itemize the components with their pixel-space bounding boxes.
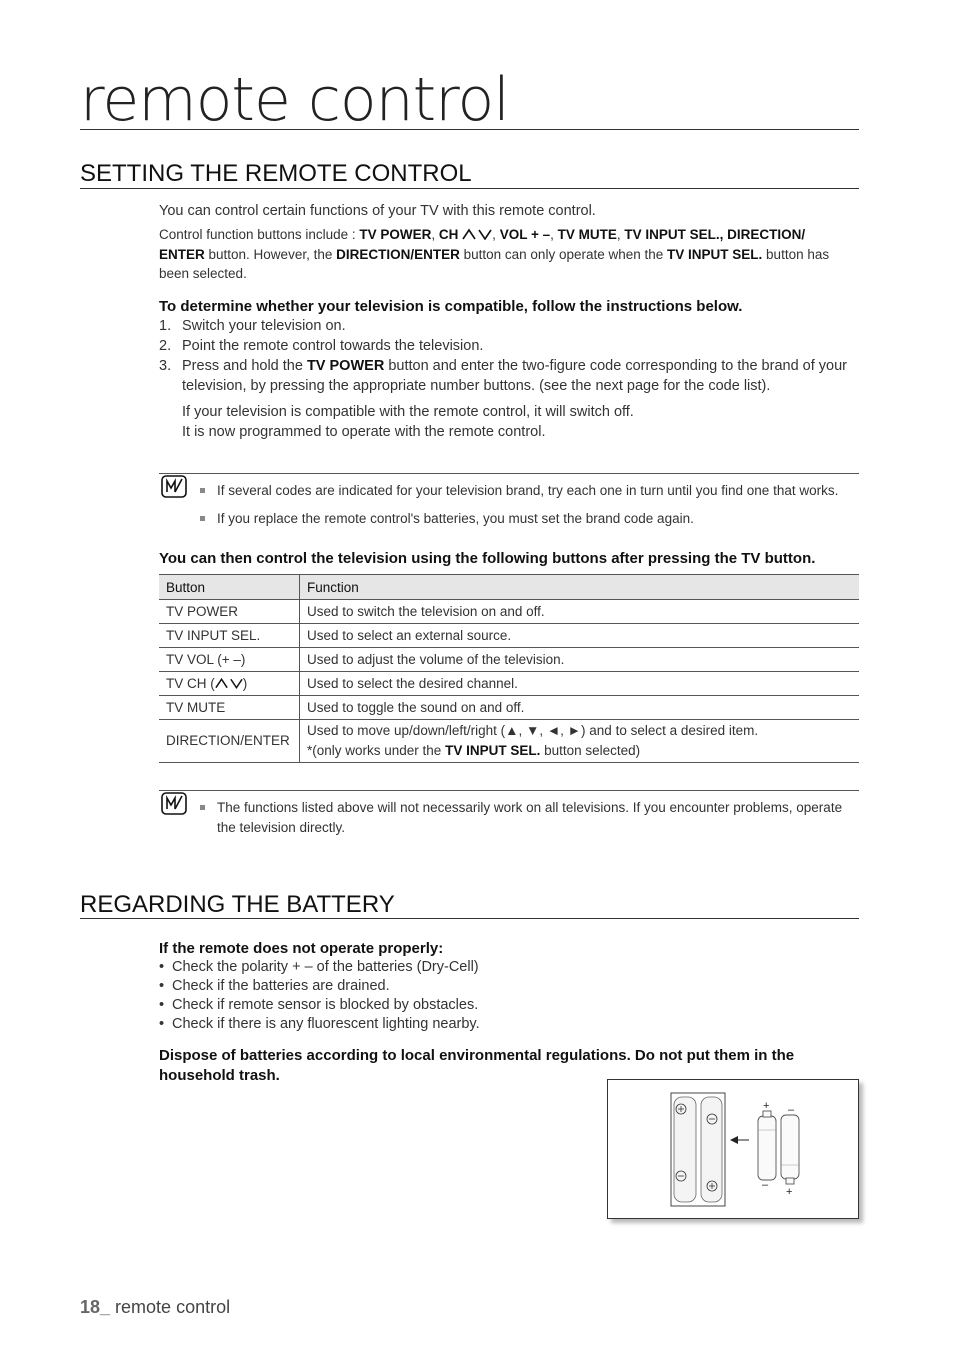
table-cell-button: DIRECTION/ENTER — [159, 720, 300, 763]
dir-note-pre: *(only works under the — [307, 743, 446, 758]
table-cell-button — [159, 672, 300, 696]
list-item: • Check if remote sensor is blocked by obstacles. — [159, 996, 859, 1015]
table-cell-function: Used to switch the television on and off. — [300, 600, 860, 624]
step-item — [159, 356, 859, 396]
table-cell-button: TV POWER — [159, 600, 300, 624]
note-item — [200, 509, 850, 529]
ch-cell-prefix: TV CH ( — [166, 676, 215, 691]
function-table — [159, 574, 859, 763]
include-mid2: button can only operate when the — [459, 246, 668, 262]
step-item — [159, 316, 859, 336]
table-cell-function: Used to toggle the sound on and off. — [300, 696, 860, 720]
include-enter: ENTER — [159, 246, 205, 262]
table-cell-button: TV INPUT SEL. — [159, 624, 300, 648]
page-title: remote control — [80, 65, 509, 135]
control-buttons-paragraph: Control function buttons include : TV POWER, CH , VOL + –, TV MUTE, TV INPUT SEL., DIRECTION/ ENTER button. However, the DIRECTION/ENTER button can only operate when the TV INPUT SEL. button has been selected. — [159, 227, 830, 281]
compatible-line-2: It is now programmed to operate with the remote control. — [182, 424, 546, 440]
note-item — [200, 481, 850, 501]
note-icon — [161, 792, 187, 816]
include-end: button has — [762, 246, 830, 262]
note-item — [200, 798, 850, 838]
include-ch: CH — [438, 227, 459, 242]
note-text: The functions listed above will not necessarily work on all televisions. If you encounter problems, operate the television directly. — [217, 800, 843, 835]
table-row — [159, 648, 859, 672]
section-divider — [80, 188, 859, 189]
include-mute: TV MUTE — [557, 227, 617, 242]
steps-list — [159, 316, 859, 396]
table-row — [159, 720, 859, 763]
table-cell-function: Used to select an external source. — [300, 624, 860, 648]
then-control-heading: You can then control the television using the following buttons after pressing the TV button. — [159, 550, 816, 567]
section-heading-battery: REGARDING THE BATTERY — [80, 891, 395, 918]
ch-up-down-icon — [215, 677, 243, 689]
note-text: If you replace the remote control's batteries, you must set the brand code again. — [217, 511, 694, 526]
include-dir-enter: DIRECTION/ENTER — [336, 246, 460, 262]
section-divider — [80, 918, 859, 919]
ch-cell-suffix: ) — [242, 676, 248, 691]
ch-up-down-icon — [462, 228, 492, 240]
table-header-button: Button — [159, 575, 300, 600]
list-item: • Check if the batteries are drained. — [159, 977, 859, 996]
compatible-note — [182, 402, 859, 442]
bullet-square-icon — [200, 805, 205, 810]
battery-illustration — [607, 1079, 859, 1219]
not-operate-heading: If the remote does not operate properly: — [159, 940, 444, 957]
page-footer — [80, 1297, 230, 1318]
intro-text: You can control certain functions of your TV with this remote control. — [159, 203, 596, 219]
determine-heading: To determine whether your television is compatible, follow the instructions below. — [159, 298, 743, 315]
step-text: button and enter the two-figure code corresponding to the brand of your television, by pressing the appropriate number buttons. (see the next page for the code list). — [182, 358, 847, 394]
list-item: • Check the polarity + – of the batteries (Dry-Cell) — [159, 958, 859, 977]
table-cell-button: TV VOL (+ –) — [159, 648, 300, 672]
include-prefix: Control function buttons include : — [159, 227, 360, 242]
step-item — [159, 336, 859, 356]
battery-plus-label: + — [786, 1186, 793, 1198]
battery-minus-label: – — [762, 1179, 769, 1191]
note-divider — [159, 473, 859, 474]
step-number: 2. — [159, 338, 172, 354]
dispose-line-2: household trash. — [159, 1067, 280, 1084]
table-header-function: Function — [300, 575, 860, 600]
section-heading-setting: SETTING THE REMOTE CONTROL — [80, 160, 472, 187]
direction-function-text: Used to move up/down/left/right (▲, ▼, ◄, ►) and to select a desired item. — [307, 723, 759, 738]
include-input-dir: TV INPUT SEL., DIRECTION/ — [624, 227, 806, 242]
include-end2: been selected. — [159, 266, 247, 281]
step-text: Press and hold the — [182, 358, 307, 374]
battery-compartment-diagram — [608, 1080, 858, 1218]
table-row — [159, 696, 859, 720]
table-cell-function: Used to select the desired channel. — [300, 672, 860, 696]
direction-note — [307, 741, 852, 761]
note-text: If several codes are indicated for your television brand, try each one in turn until you find one that works. — [217, 483, 839, 498]
bullet-square-icon — [200, 488, 205, 493]
step-text: Point the remote control towards the television. — [182, 338, 484, 354]
step-number: 1. — [159, 318, 172, 334]
footer-label: remote control — [110, 1297, 231, 1317]
step-number: 3. — [159, 358, 172, 374]
note-icon — [161, 475, 187, 499]
compatible-line-1: If your television is compatible with the remote control, it will switch off. — [182, 404, 634, 420]
battery-plus-label: + — [763, 1100, 770, 1112]
page-number: 18_ — [80, 1297, 111, 1317]
title-divider — [80, 129, 859, 130]
battery-minus-label: – — [788, 1104, 795, 1116]
include-tv-power: TV POWER — [359, 227, 432, 242]
step-bold: TV POWER — [306, 358, 385, 374]
table-cell-function — [300, 720, 860, 763]
include-mid: button. However, the — [204, 246, 337, 262]
table-row — [159, 600, 859, 624]
note-divider — [159, 790, 859, 791]
step-text: Switch your television on. — [182, 318, 346, 334]
bullet-square-icon — [200, 516, 205, 521]
battery-checklist — [159, 958, 859, 1034]
include-vol: VOL + – — [499, 227, 551, 242]
table-header-row — [159, 575, 859, 600]
dir-note-bold: TV INPUT SEL. — [445, 743, 541, 758]
list-item: • Check if there is any fluorescent lighting nearby. — [159, 1015, 859, 1034]
dispose-line-1: Dispose of batteries according to local environmental regulations. Do not put them in the — [159, 1047, 795, 1064]
table-cell-button: TV MUTE — [159, 696, 300, 720]
table-row — [159, 672, 859, 696]
table-cell-function: Used to adjust the volume of the television. — [300, 648, 860, 672]
table-row — [159, 624, 859, 648]
include-input-sel: TV INPUT SEL. — [667, 246, 763, 262]
dir-note-post: button selected) — [540, 743, 641, 758]
